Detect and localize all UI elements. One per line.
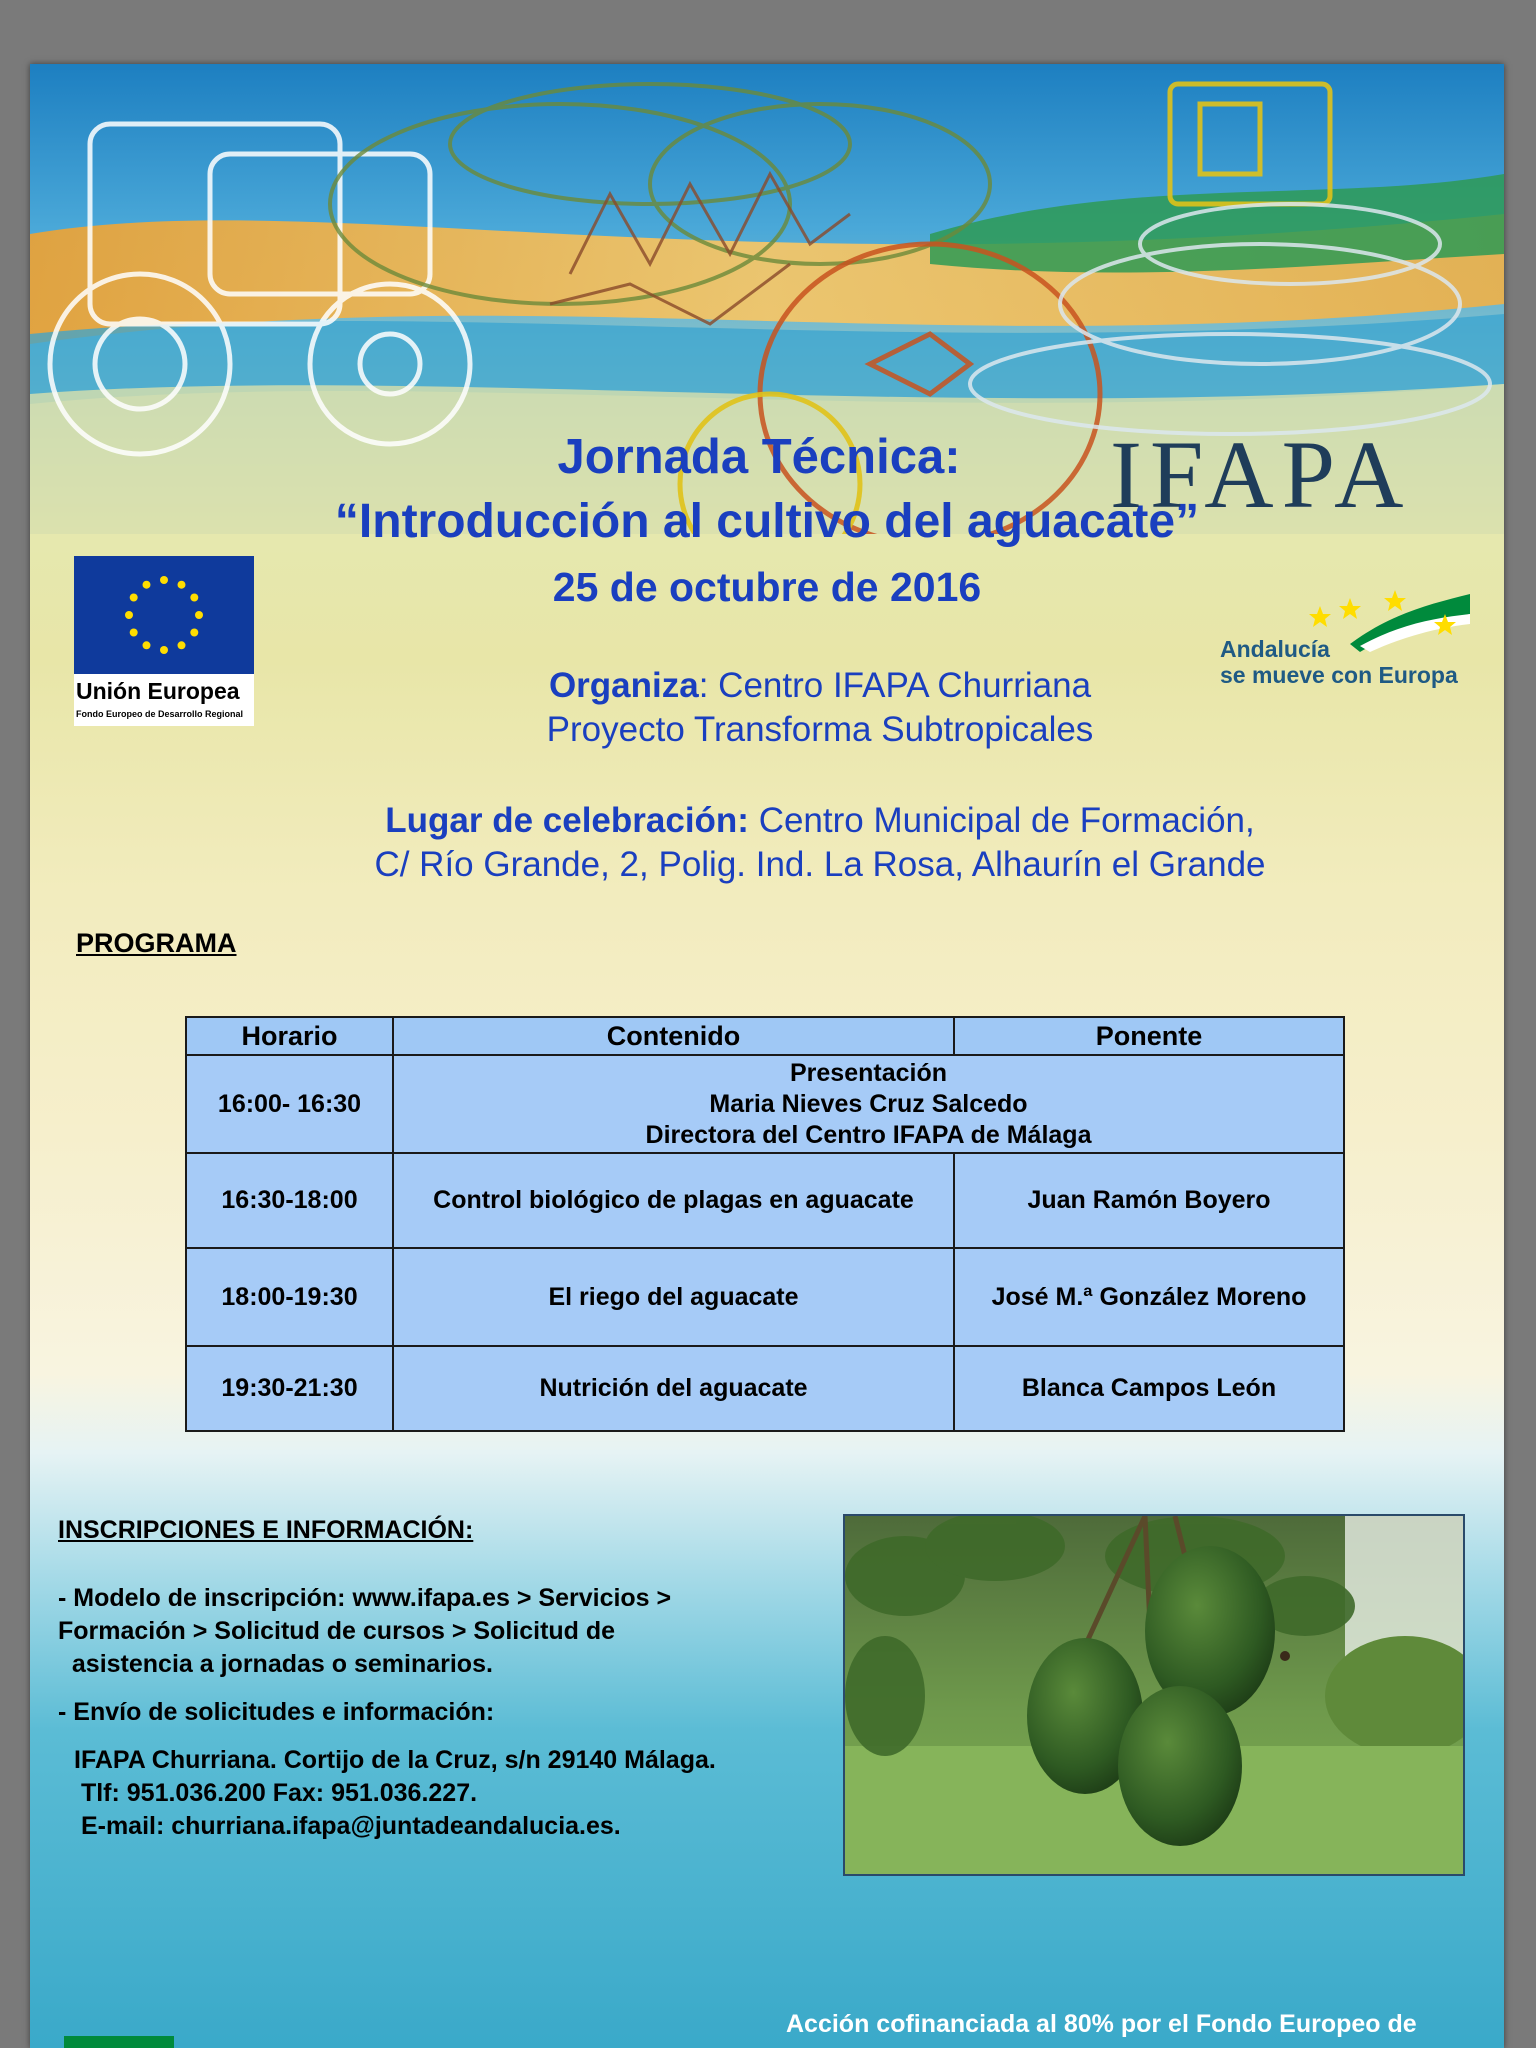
presentation-title: Presentación xyxy=(789,1058,947,1087)
andalucia-line1: Andalucía xyxy=(1220,636,1330,662)
table-header-row xyxy=(186,1017,1344,1055)
andalucia-slogan xyxy=(1220,636,1458,688)
contact-info xyxy=(74,1744,716,1843)
organizer-label: Organiza xyxy=(548,666,699,705)
row-time: 19:30-21:30 xyxy=(186,1346,393,1431)
registration-line3: asistencia a jornadas o seminarios. xyxy=(58,1650,493,1678)
row-content: El riego del aguacate xyxy=(393,1248,954,1346)
row-content: Nutrición del aguacate xyxy=(393,1346,954,1431)
header-time: Horario xyxy=(186,1017,393,1055)
venue-label: Lugar de celebración: xyxy=(385,801,749,840)
table-row xyxy=(186,1248,1344,1346)
venue-value: Centro Municipal de Formación, xyxy=(748,801,1255,840)
submission-heading: - Envío de solicitudes e información: xyxy=(58,1698,495,1726)
event-title: “Introducción al cultivo del aguacate” xyxy=(334,495,1200,548)
venue-line xyxy=(270,799,1370,843)
avocado-photo xyxy=(843,1514,1465,1876)
contact-address: IFAPA Churriana. Cortijo de la Cruz, s/n 29140 Málaga. xyxy=(74,1746,716,1774)
row-time: 18:00-19:30 xyxy=(186,1248,393,1346)
registration-line2: Formación > Solicitud de cursos > Solicitud de xyxy=(58,1617,616,1645)
poster xyxy=(30,64,1504,2048)
venue-address: C/ Río Grande, 2, Polig. Ind. La Rosa, Alhaurín el Grande xyxy=(374,845,1266,884)
row-content: Control biológico de plagas en aguacate xyxy=(393,1153,954,1248)
header-content: Contenido xyxy=(393,1017,954,1055)
presentation-speaker: Maria Nieves Cruz Salcedo xyxy=(709,1089,1028,1118)
contact-email: E-mail: churriana.ifapa@juntadeandalucia.es. xyxy=(74,1812,621,1840)
table-row xyxy=(186,1153,1344,1248)
contact-phone: Tlf: 951.036.200 Fax: 951.036.227. xyxy=(74,1779,478,1807)
row-time: 16:00- 16:30 xyxy=(186,1055,393,1153)
eu-flag-icon xyxy=(74,556,254,674)
row-time: 16:30-18:00 xyxy=(186,1153,393,1248)
row-speaker: José M.ª González Moreno xyxy=(954,1248,1344,1346)
table-row xyxy=(186,1346,1344,1431)
eu-fund-label: Fondo Europeo de Desarrollo Regional xyxy=(76,709,244,719)
organizer-line xyxy=(410,664,1230,708)
project-line: Proyecto Transforma Subtropicales xyxy=(546,710,1094,749)
registration-line1: - Modelo de inscripción: www.ifapa.es > Servicios > xyxy=(58,1584,672,1612)
eu-logo xyxy=(74,556,254,726)
cofinancing-note: Acción cofinanciada al 80% por el Fondo Europeo de xyxy=(786,2010,1417,2038)
organizer-block xyxy=(410,664,1230,752)
programa-heading: PROGRAMA xyxy=(76,928,237,958)
row-presentation xyxy=(393,1055,1344,1153)
organizer-value: : Centro IFAPA Churriana xyxy=(698,666,1092,705)
row-speaker: Blanca Campos León xyxy=(954,1346,1344,1431)
green-footer-block xyxy=(64,2036,174,2048)
event-type-heading: Jornada Técnica: xyxy=(557,430,961,484)
table-row xyxy=(186,1055,1344,1153)
row-speaker: Juan Ramón Boyero xyxy=(954,1153,1344,1248)
event-date: 25 de octubre de 2016 xyxy=(552,564,982,610)
andalucia-line2: se mueve con Europa xyxy=(1220,662,1458,688)
registration-instructions xyxy=(58,1582,671,1681)
ifapa-logo: IFAPA xyxy=(1110,421,1412,528)
schedule-table xyxy=(185,1016,1345,1432)
header-speaker: Ponente xyxy=(954,1017,1344,1055)
eu-label: Unión Europea xyxy=(76,678,240,704)
presentation-role: Directora del Centro IFAPA de Málaga xyxy=(645,1120,1092,1149)
andalucia-logo xyxy=(1220,584,1470,688)
inscripciones-heading: INSCRIPCIONES E INFORMACIÓN: xyxy=(58,1516,474,1544)
venue-block xyxy=(270,799,1370,887)
